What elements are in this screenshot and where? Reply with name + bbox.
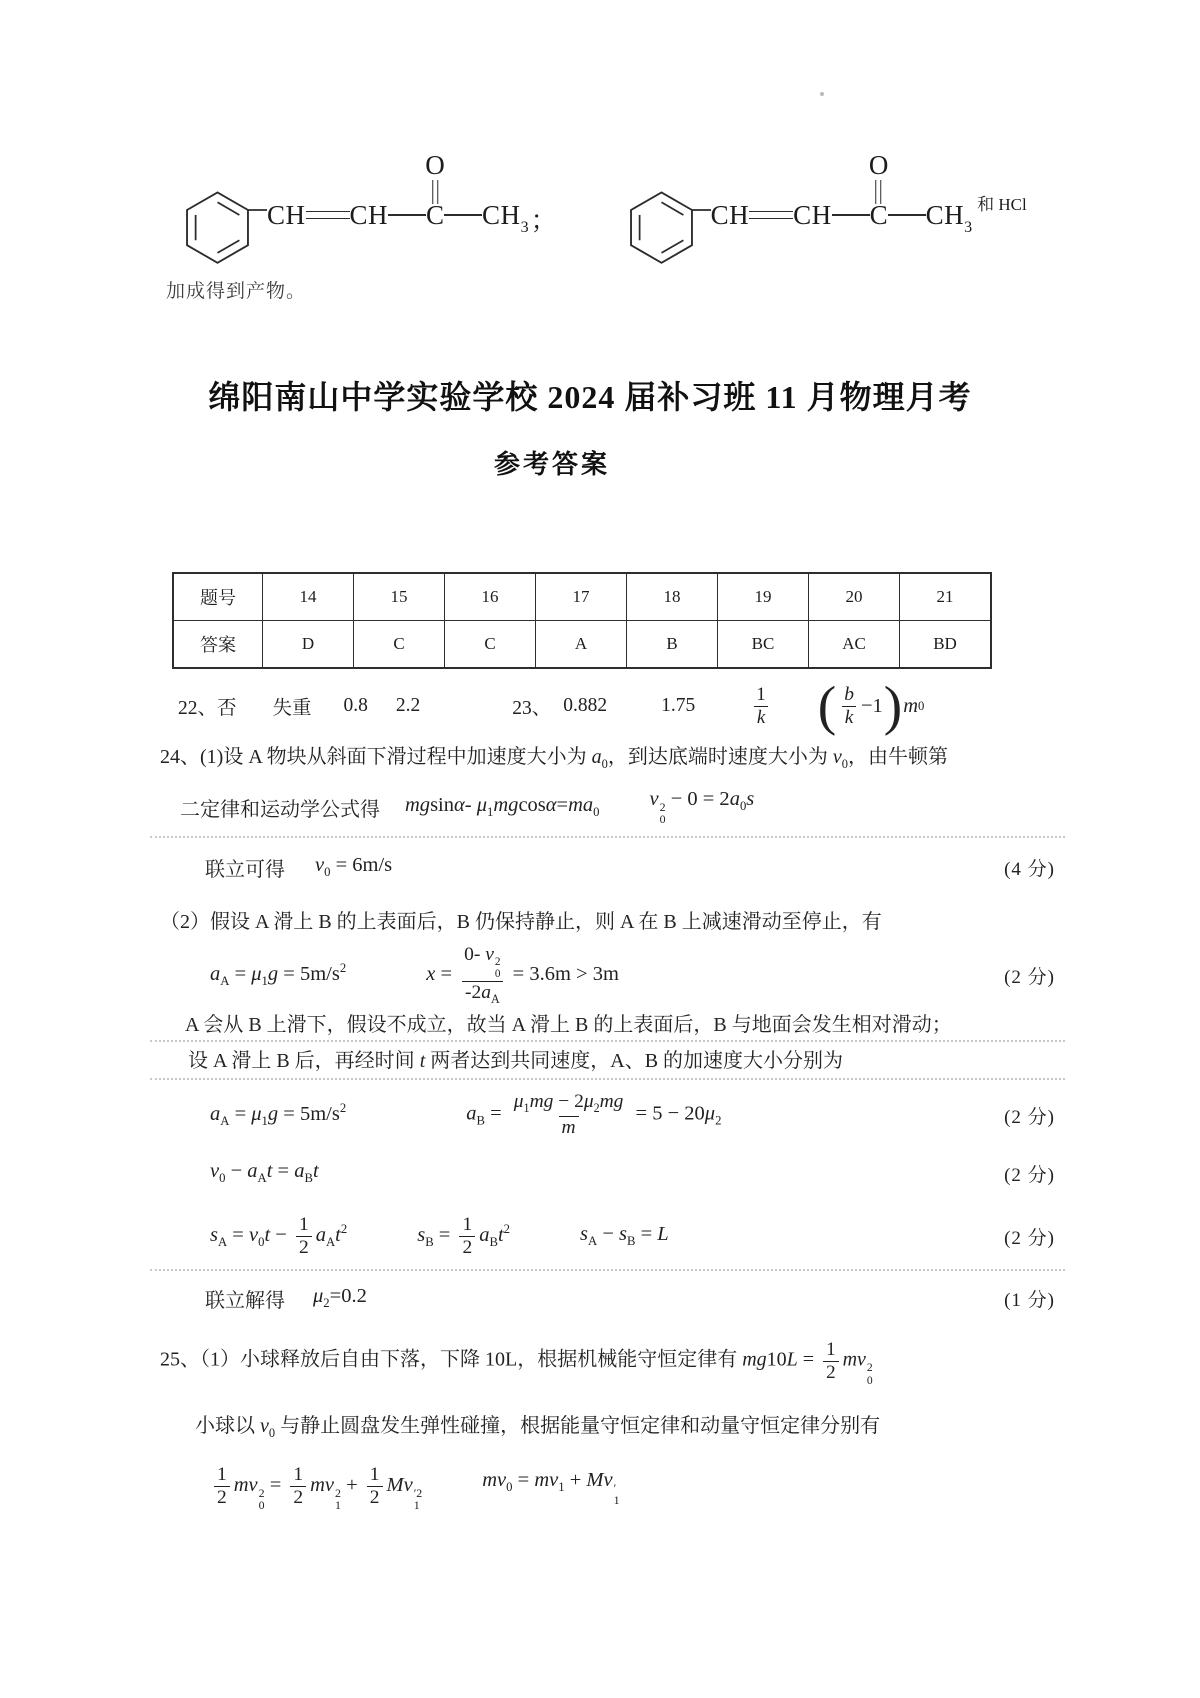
- table-cell: D: [263, 621, 354, 669]
- answer-line-24-2-result: [160, 1281, 1055, 1315]
- score-label: (2 分): [1004, 966, 1055, 988]
- text: 25、（1）小球释放后自由下落，下降 10L，根据机械能守恒定律有 mg10L = $\frac{1}{2}$ mv 2 0: [160, 1339, 873, 1387]
- atom-o: O: [425, 150, 445, 180]
- math-sA-sB: $s_A - s_B = L$: [580, 1222, 669, 1249]
- text: 联立解得: [205, 1289, 285, 1312]
- double-bond: [749, 211, 793, 219]
- score-label: (2 分): [1004, 1164, 1055, 1186]
- and-hcl-label: 和 HCl: [977, 195, 1027, 214]
- table-cell: 题号: [173, 573, 263, 621]
- figure-caption: 加成得到产物。: [166, 281, 307, 302]
- atom-ch3: CH: [925, 200, 965, 230]
- math-sA: $s_A = v_0t$ − $\frac{1}{2}$ $a_At^2$: [210, 1213, 348, 1258]
- math-momentum: $mv_0 = mv_1 + Mv$ ′ 1: [482, 1469, 620, 1508]
- double-bond: [306, 211, 350, 219]
- score-label: (2 分): [1004, 1106, 1055, 1128]
- q23-prefix: 23、: [512, 698, 552, 719]
- score-label: (1 分): [1004, 1289, 1055, 1311]
- expr-fraction: b k: [841, 684, 857, 729]
- math-sB: $s_B$ = $\frac{1}{2}$ $a_Bt^2$: [417, 1213, 511, 1258]
- chem-structure-2: [612, 140, 1027, 287]
- single-bond: [832, 214, 870, 216]
- q22-prefix: 22、否: [178, 698, 237, 719]
- math-x: x = 0- v 2 0 $-2a_A$ = 3.6m > 3m: [426, 943, 619, 1006]
- table-cell: C: [445, 621, 536, 669]
- answer-line-24-intro: [160, 740, 1055, 772]
- expr-coeff: m: [903, 694, 919, 717]
- chemistry-figure: [168, 140, 1027, 296]
- single-bond: [444, 214, 482, 216]
- text: 24、(1)设 A 物块从斜面下滑过程中加速度大小为 $a_0$，到达底端时速度大小为 $v_0$，由牛顿第: [160, 746, 948, 771]
- chem-structure-1: [168, 140, 557, 287]
- answer-table: [172, 572, 992, 669]
- q22-value: 2.2: [395, 695, 421, 716]
- table-cell: 答案: [173, 621, 263, 669]
- atom-ch: CH: [267, 200, 306, 230]
- atom-o: O: [868, 150, 889, 180]
- dotted-separator: [150, 836, 1065, 838]
- atom-c: C: [426, 200, 445, 230]
- text: A 会从 B 上滑下，假设不成立，故当 A 滑上 B 的上表面后，B 与地面会发生相对滑动；: [185, 1013, 952, 1036]
- carbonyl-oxygen: [425, 151, 445, 204]
- expr-tail: −1: [860, 694, 883, 717]
- big-paren-open: (: [817, 675, 837, 737]
- carbonyl-group: [868, 150, 889, 230]
- atom-c: C: [869, 200, 888, 230]
- atom-ch3-subscript: 3: [520, 219, 529, 236]
- math-newton: mgsinα- $\mu_1mgcos\alpha=ma_0$: [405, 793, 600, 820]
- table-cell: 15: [354, 573, 445, 621]
- q23-expression: [817, 675, 925, 737]
- table-cell: 21: [900, 573, 992, 621]
- text: 设 A 滑上 B 后，再经时间 t 两者达到共同速度，A、B 的加速度大小分别为: [188, 1049, 844, 1072]
- atom-ch3-subscript: 3: [964, 219, 973, 236]
- table-cell: C: [354, 621, 445, 669]
- math-energy: $\frac{1}{2}$ mv 2 0 = $\frac{1}{2}$ mv 2 1 + $\frac{1}{2}$ Mv ′2 1: [210, 1464, 422, 1512]
- text: 二定律和运动学公式得: [180, 798, 380, 821]
- answer-line-24-2-eq3: [160, 1156, 1055, 1190]
- table-cell: 20: [809, 573, 900, 621]
- expr-coeff-sub: 0: [918, 698, 925, 713]
- math-kinematics: v 2 0 − $0 = 2a_0s$: [649, 788, 755, 827]
- atom-ch3: CH: [482, 200, 521, 230]
- page-subtitle: 参考答案: [493, 450, 610, 479]
- single-bond: [888, 214, 926, 216]
- q22-value: 0.8: [343, 695, 368, 716]
- score-label: (4 分): [1004, 858, 1055, 880]
- single-bond: [388, 214, 426, 216]
- text: （2）假设 A 滑上 B 的上表面后，B 仍保持静止，则 A 在 B 上减速滑动至停止，有: [160, 910, 882, 933]
- answer-line-24-2-intro: [160, 903, 1055, 935]
- table-row-answers: [173, 621, 991, 669]
- answer-line-24-2-eq1: [160, 938, 1055, 1012]
- dotted-separator: [150, 1269, 1065, 1271]
- benzene-ring-icon: [612, 177, 711, 287]
- double-bond-vertical: [432, 180, 438, 204]
- q23-value: 1.75: [661, 695, 696, 716]
- table-cell: BD: [900, 621, 992, 669]
- math-aA: $a_A = \mu_1g = 5m/s^2$: [210, 961, 347, 988]
- answer-line-25-text: [160, 1408, 1055, 1442]
- math-mu2: $\mu_2=0.2$: [313, 1284, 367, 1311]
- text: 小球以 $v_0$ 与静止圆盘发生弹性碰撞，根据能量守恒定律和动量守恒定律分别有: [195, 1415, 881, 1440]
- page-title: 绵阳南山中学实验学校 2024 届补习班 11 月物理月考: [208, 379, 972, 415]
- q23-fraction: 1 k: [753, 684, 769, 728]
- answer-line-24-2-eq2: [160, 1080, 1055, 1150]
- math-aA: $a_A = \mu_1g = 5m/s^2$: [210, 1101, 347, 1128]
- answer-line-22-23: [160, 664, 1055, 748]
- answer-line-25-intro: [160, 1330, 1055, 1396]
- score-label: (2 分): [1004, 1227, 1055, 1249]
- table-cell: 17: [536, 573, 627, 621]
- table-cell: BC: [718, 621, 809, 669]
- atom-ch: CH: [793, 200, 832, 230]
- math-v0: $v_0 = 6m/s$: [315, 853, 393, 880]
- table-cell: 19: [718, 573, 809, 621]
- carbonyl-oxygen: [869, 151, 889, 204]
- text: 联立可得: [205, 858, 285, 881]
- double-bond-vertical: [876, 180, 882, 204]
- answer-line-24-2-text2: [160, 1042, 1055, 1074]
- answer-line-24-2-eq4: [160, 1205, 1055, 1267]
- answer-line-24-2-text1: [160, 1006, 1055, 1038]
- benzene-ring-icon: [168, 177, 267, 287]
- q23-value: 0.882: [563, 695, 608, 716]
- table-cell: 14: [263, 573, 354, 621]
- scan-speck: [820, 92, 824, 96]
- math-aB: $a_B$ = $\frac{\mu_1mg - 2\mu_2mg}{m}$ = $5 - 20\mu_2$: [466, 1091, 722, 1138]
- table-cell: 16: [445, 573, 536, 621]
- answer-line-24-result1: [160, 851, 1055, 883]
- table-cell: B: [627, 621, 718, 669]
- separator-semicolon: ；: [530, 206, 557, 235]
- answer-line-25-eq: [160, 1455, 1055, 1521]
- table-cell: A: [536, 621, 627, 669]
- carbonyl-group: [425, 150, 445, 230]
- table-cell: 18: [627, 573, 718, 621]
- math-velocity: $v_0 - a_At = a_Bt$: [210, 1159, 319, 1186]
- answer-line-24-equations: [160, 778, 1055, 836]
- q22-value: 失重: [272, 698, 312, 719]
- table-cell: AC: [809, 621, 900, 669]
- table-row-headers: [173, 573, 991, 621]
- big-paren-close: ): [883, 675, 903, 737]
- atom-ch: CH: [710, 200, 750, 230]
- atom-ch: CH: [349, 200, 389, 230]
